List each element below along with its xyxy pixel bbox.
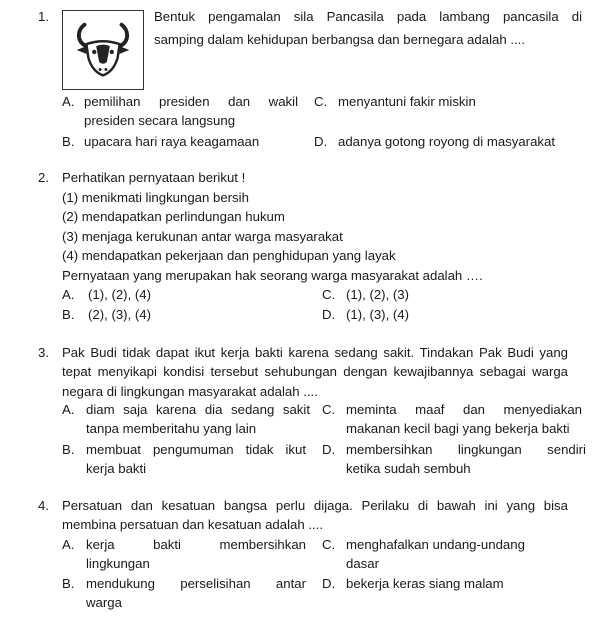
option-b-line[interactable]: kerja bakti <box>86 461 147 476</box>
option-d-line[interactable]: adanya gotong royong di masyarakat <box>338 134 556 149</box>
option-c-line[interactable]: meminta maaf dan menyediakan <box>346 402 582 417</box>
statement-item: (4) mendapatkan pekerjaan dan penghidupan yang layak <box>62 248 396 263</box>
question-stem-line: Persatuan dan kesatuan bangsa perlu dijaga. Perilaku di bawah ini yang bisa <box>62 498 568 513</box>
option-c-line[interactable]: menghafalkan undang-undang <box>346 537 525 552</box>
option-letter-b[interactable]: B. <box>62 442 75 457</box>
option-letter-c[interactable]: C. <box>322 402 336 417</box>
option-d-line[interactable]: ketika sudah sembuh <box>346 461 471 476</box>
option-a-line[interactable]: diam saja karena dia sedang sakit <box>86 402 310 417</box>
option-letter-a[interactable]: A. <box>62 402 75 417</box>
option-d-text[interactable]: (1), (3), (4) <box>346 307 410 322</box>
option-a-line[interactable]: kerja bakti membersihkan <box>86 537 306 552</box>
option-letter-d[interactable]: D. <box>322 576 336 591</box>
statement-item: (1) menikmati lingkungan bersih <box>62 190 249 205</box>
question-number: 2. <box>38 170 49 185</box>
option-c-line[interactable]: dasar <box>346 556 379 571</box>
option-letter-a[interactable]: A. <box>62 94 75 109</box>
question-stem-line: Bentuk pengamalan sila Pancasila pada lambang pancasila di <box>154 9 582 24</box>
question-stem-line: membina persatuan dan kesatuan adalah .... <box>62 517 323 532</box>
option-letter-b[interactable]: B. <box>62 307 75 322</box>
option-d-line[interactable]: membersihkan lingkungan sendiri <box>346 442 586 457</box>
option-b-line[interactable]: membuat pengumuman tidak ikut <box>86 442 306 457</box>
option-letter-a[interactable]: A. <box>62 537 75 552</box>
option-c-line[interactable]: menyantuni fakir miskin <box>338 94 476 109</box>
option-c-text[interactable]: (1), (2), (3) <box>346 287 410 302</box>
option-b-line[interactable]: upacara hari raya keagamaan <box>84 134 260 149</box>
option-a-text[interactable]: (1), (2), (4) <box>88 287 152 302</box>
question-stem-line: tepat menyikapi kondisi tersebut sehubungan dengan kewajibannya sebagai warga <box>62 364 568 379</box>
option-c-line[interactable]: makanan kecil bagi yang bekerja bakti <box>346 421 570 436</box>
option-letter-d[interactable]: D. <box>322 442 336 457</box>
bull-head-icon <box>63 11 143 89</box>
option-b-line[interactable]: mendukung perselisihan antar <box>86 576 306 591</box>
option-letter-d[interactable]: D. <box>322 307 336 322</box>
question-stem-line: Pak Budi tidak dapat ikut kerja bakti karena sedang sakit. Tindakan Pak Budi yang <box>62 345 568 360</box>
option-a-line[interactable]: presiden secara langsung <box>84 113 236 128</box>
option-a-line[interactable]: pemilihan presiden dan wakil <box>84 94 298 109</box>
option-a-line[interactable]: tanpa memberitahu yang lain <box>86 421 257 436</box>
question-number: 4. <box>38 498 49 513</box>
option-letter-b[interactable]: B. <box>62 576 75 591</box>
question-number: 1. <box>38 9 49 24</box>
option-a-line[interactable]: lingkungan <box>86 556 150 571</box>
statement-item: (3) menjaga kerukunan antar warga masyarakat <box>62 229 343 244</box>
question-stem-line: samping dalam kehidupan berbangsa dan bernegara adalah .... <box>154 32 525 47</box>
option-b-line[interactable]: warga <box>86 595 122 610</box>
statement-item: (2) mendapatkan perlindungan hukum <box>62 209 285 224</box>
option-letter-b[interactable]: B. <box>62 134 75 149</box>
option-d-line[interactable]: bekerja keras siang malam <box>346 576 504 591</box>
option-letter-d[interactable]: D. <box>314 134 328 149</box>
option-letter-c[interactable]: C. <box>314 94 328 109</box>
question-stem-line: negara di lingkungan masyarakat adalah .... <box>62 384 318 399</box>
question-number: 3. <box>38 345 49 360</box>
question-intro: Perhatikan pernyataan berikut ! <box>62 170 246 185</box>
question-text: Pernyataan yang merupakan hak seorang warga masyarakat adalah …. <box>62 268 483 283</box>
question-image <box>62 10 144 90</box>
option-letter-a[interactable]: A. <box>62 287 75 302</box>
option-b-text[interactable]: (2), (3), (4) <box>88 307 152 322</box>
option-letter-c[interactable]: C. <box>322 287 336 302</box>
option-letter-c[interactable]: C. <box>322 537 336 552</box>
